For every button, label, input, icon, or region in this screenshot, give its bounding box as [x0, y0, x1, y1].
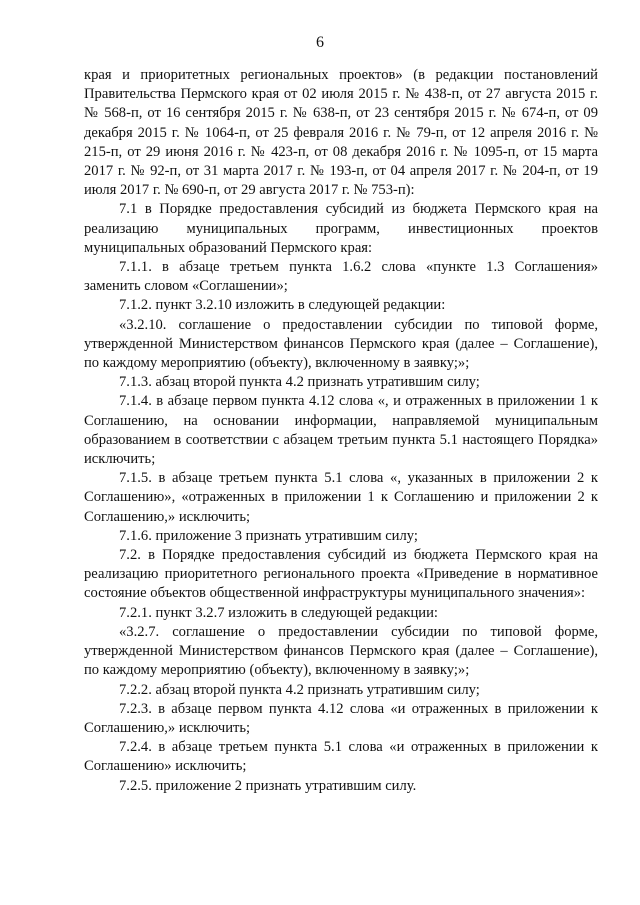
paragraph-7-2-5: 7.2.5. приложение 2 признать утратившим силу.: [119, 777, 417, 794]
paragraph-quote-3-2-7: «3.2.7. соглашение о предоставлении субсидии по типовой форме, утвержденной Министерством финансов Пермского края (далее – Соглашение), по каждому мероприятию (объекту), включенному в заявку;»;: [84, 623, 598, 679]
paragraph-7-1-6: 7.1.6. приложение 3 признать утратившим силу;: [119, 527, 418, 544]
paragraph-7-1-1: 7.1.1. в абзаце третьем пункта 1.6.2 слова «пункте 1.3 Соглашения» заменить словом «Соглашении»;: [84, 259, 598, 295]
paragraph-intro-continuation: края и приоритетных региональных проектов» (в редакции постановлений Правительства Пермского края от 02 июля 2015 г. № 438-п, от 27 августа 2015 г. № 568-п, от 16 сентября 2015 г. № 638-п, от 23 сентября 2015 г. № 674-п, от 09 декабря 2015 г. № 1064-п, от 25 февраля 2016 г. № 79-п, от 12 апреля 2016 г. № 215-п, от 29 июня 2016 г. № 423-п, от 08 декабря 2016 г. № 1095-п, от 15 марта 2017 г. № 92-п, от 31 марта 2017 г. № 193-п, от 04 апреля 2017 г. № 204-п, от 19 июля 2017 г. № 690-п, от 29 августа 2017 г. № 753-п):: [84, 67, 598, 199]
paragraph-7-1-3: 7.1.3. абзац второй пункта 4.2 признать утратившим силу;: [119, 374, 480, 391]
paragraph-7-1: 7.1 в Порядке предоставления субсидий из бюджета Пермского края на реализацию муниципальных программ, инвестиционных проектов муниципальных образований Пермского края:: [84, 201, 598, 256]
paragraph-7-2-4: 7.2.4. в абзаце третьем пункта 5.1 слова «и отраженных в приложении к Соглашению» исключить;: [84, 739, 598, 775]
paragraph-7-1-2: 7.1.2. пункт 3.2.10 изложить в следующей редакции:: [119, 297, 446, 314]
paragraph-7-2: 7.2. в Порядке предоставления субсидий из бюджета Пермского края на реализацию приоритетного регионального проекта «Приведение в нормативное состояние объектов общественной инфраструктуры муниципального значения»:: [84, 547, 598, 602]
page-number: 6: [316, 34, 324, 51]
paragraph-7-1-5: 7.1.5. в абзаце третьем пункта 5.1 слова «, указанных в приложении 2 к Соглашению», «отраженных в приложении 1 к Соглашению и приложении 2 к Соглашению,» исключить;: [84, 470, 598, 525]
document-body: [84, 66, 598, 796]
paragraph-7-2-2: 7.2.2. абзац второй пункта 4.2 признать утратившим силу;: [119, 681, 480, 698]
paragraph-7-2-1: 7.2.1. пункт 3.2.7 изложить в следующей редакции:: [119, 604, 438, 621]
paragraph-quote-3-2-10: «3.2.10. соглашение о предоставлении субсидии по типовой форме, утвержденной Министерством финансов Пермского края (далее – Соглашение), по каждому мероприятию (объекту), включенному в заявку;»;: [84, 316, 598, 372]
paragraph-7-2-3: 7.2.3. в абзаце первом пункта 4.12 слова «и отраженных в приложении к Соглашению,» исключить;: [84, 700, 598, 736]
paragraph-7-1-4: 7.1.4. в абзаце первом пункта 4.12 слова «, и отраженных в приложении 1 к Соглашению, на основании информации, направляемой муниципальным образованием в соответствии с абзацем третьим пункта 5.1 настоящего Порядка» исключить;: [84, 393, 598, 468]
